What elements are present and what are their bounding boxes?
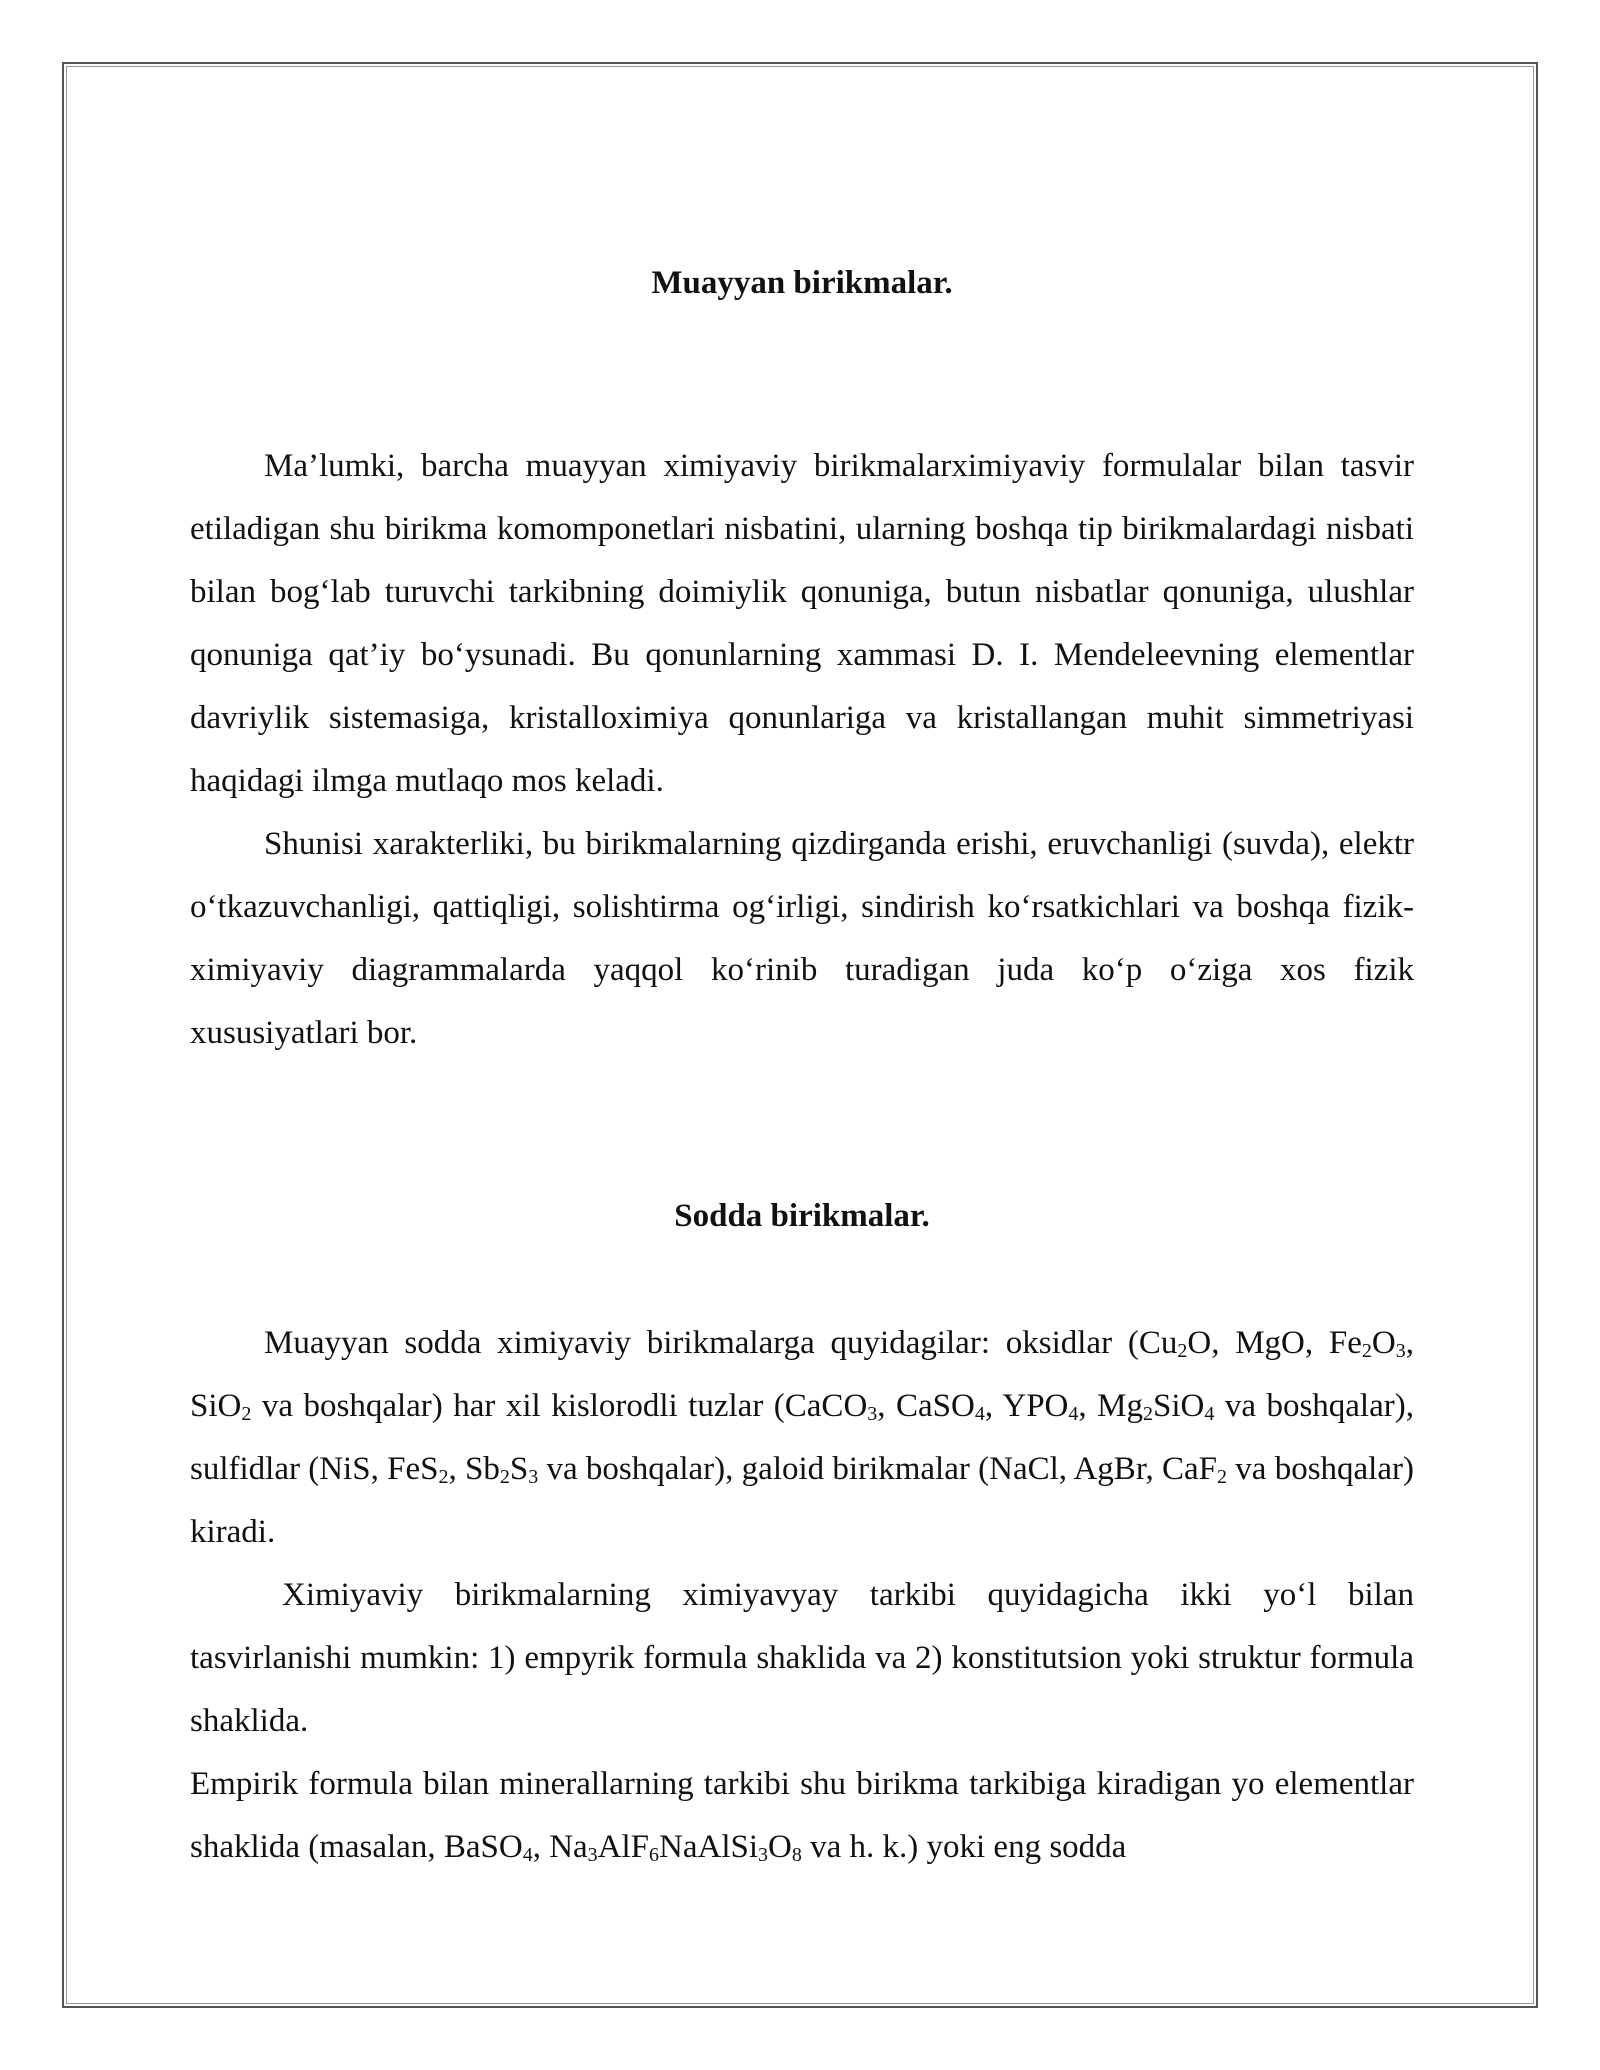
spacer bbox=[190, 1248, 1414, 1312]
section-title-muayyan: Muayyan birikmalar. bbox=[651, 265, 953, 301]
paragraph-2: Shunisi xarakterliki, bu birikmalarning qizdirganda erishi, eruvchanligi (suvda), elektr o‘tkazuvchanligi, qattiqligi, solishtirma og‘irligi, sindirish ko‘rsatkichlari va boshqa fizik-ximiyaviy diagrammalarda yaqqol ko‘rinib turadigan juda ko‘p o‘ziga xos fizik xususiyatlari bor. bbox=[190, 826, 1414, 1051]
spacer bbox=[190, 1065, 1414, 1185]
paragraph-5: Empirik formula bilan minerallarning tarkibi shu birikma tarkibiga kiradigan yo elementlar shaklida (masalan, BaSO$_4$, $Na_3AlF_6NaAlSi_3O_8$ va h. k.) yoki eng sodda bbox=[190, 1766, 1414, 1866]
section-title-sodda: Sodda birikmalar. bbox=[674, 1198, 930, 1234]
spacer bbox=[190, 315, 1414, 435]
paragraph-3: Muayyan sodda ximiyaviy birikmalarga quyidagilar: oksidlar ($Cu_2O$, MgO, $Fe_2O_3$, SiO$_2$ va boshqalar) har xil kislorodli tuzlar (CaCO$_3$, CaSO$_4$, $YPO_4$, $Mg_2SiO_4$ va boshqalar), sulfidlar (NiS, FeS$_2$, $Sb_2S_3$ va boshqalar), galoid birikmalar (NaCl, AgBr, CaF$_2$ va boshqalar) kiradi. bbox=[190, 1325, 1415, 1550]
paragraph-4: Ximiyaviy birikmalarning ximiyavyay tarkibi quyidagicha ikki yo‘l bilan tasvirlanishi mumkin: 1) empyrik formula shaklida va 2) konstitutsion yoki struktur formula shaklida. bbox=[190, 1577, 1414, 1739]
paragraph-1: Ma’lumki, barcha muayyan ximiyaviy birikmalarximiyaviy formulalar bilan tasvir etiladigan shu birikma komomponetlari nisbatini, ularning boshqa tip birikmalardagi nisbati bilan bog‘lab turuvchi tarkibning doimiylik qonuniga, butun nisbatlar qonuniga, ulushlar qonuniga qat’iy bo‘ysunadi. Bu qonunlarning xammasi D. I. Mendeleevning elementlar davriylik sistemasiga, kristalloximiya qonunlariga va kristallangan muhit simmetriyasi haqidagi ilmga mutlaqo mos keladi. bbox=[190, 448, 1414, 799]
document-body bbox=[190, 240, 1414, 1879]
